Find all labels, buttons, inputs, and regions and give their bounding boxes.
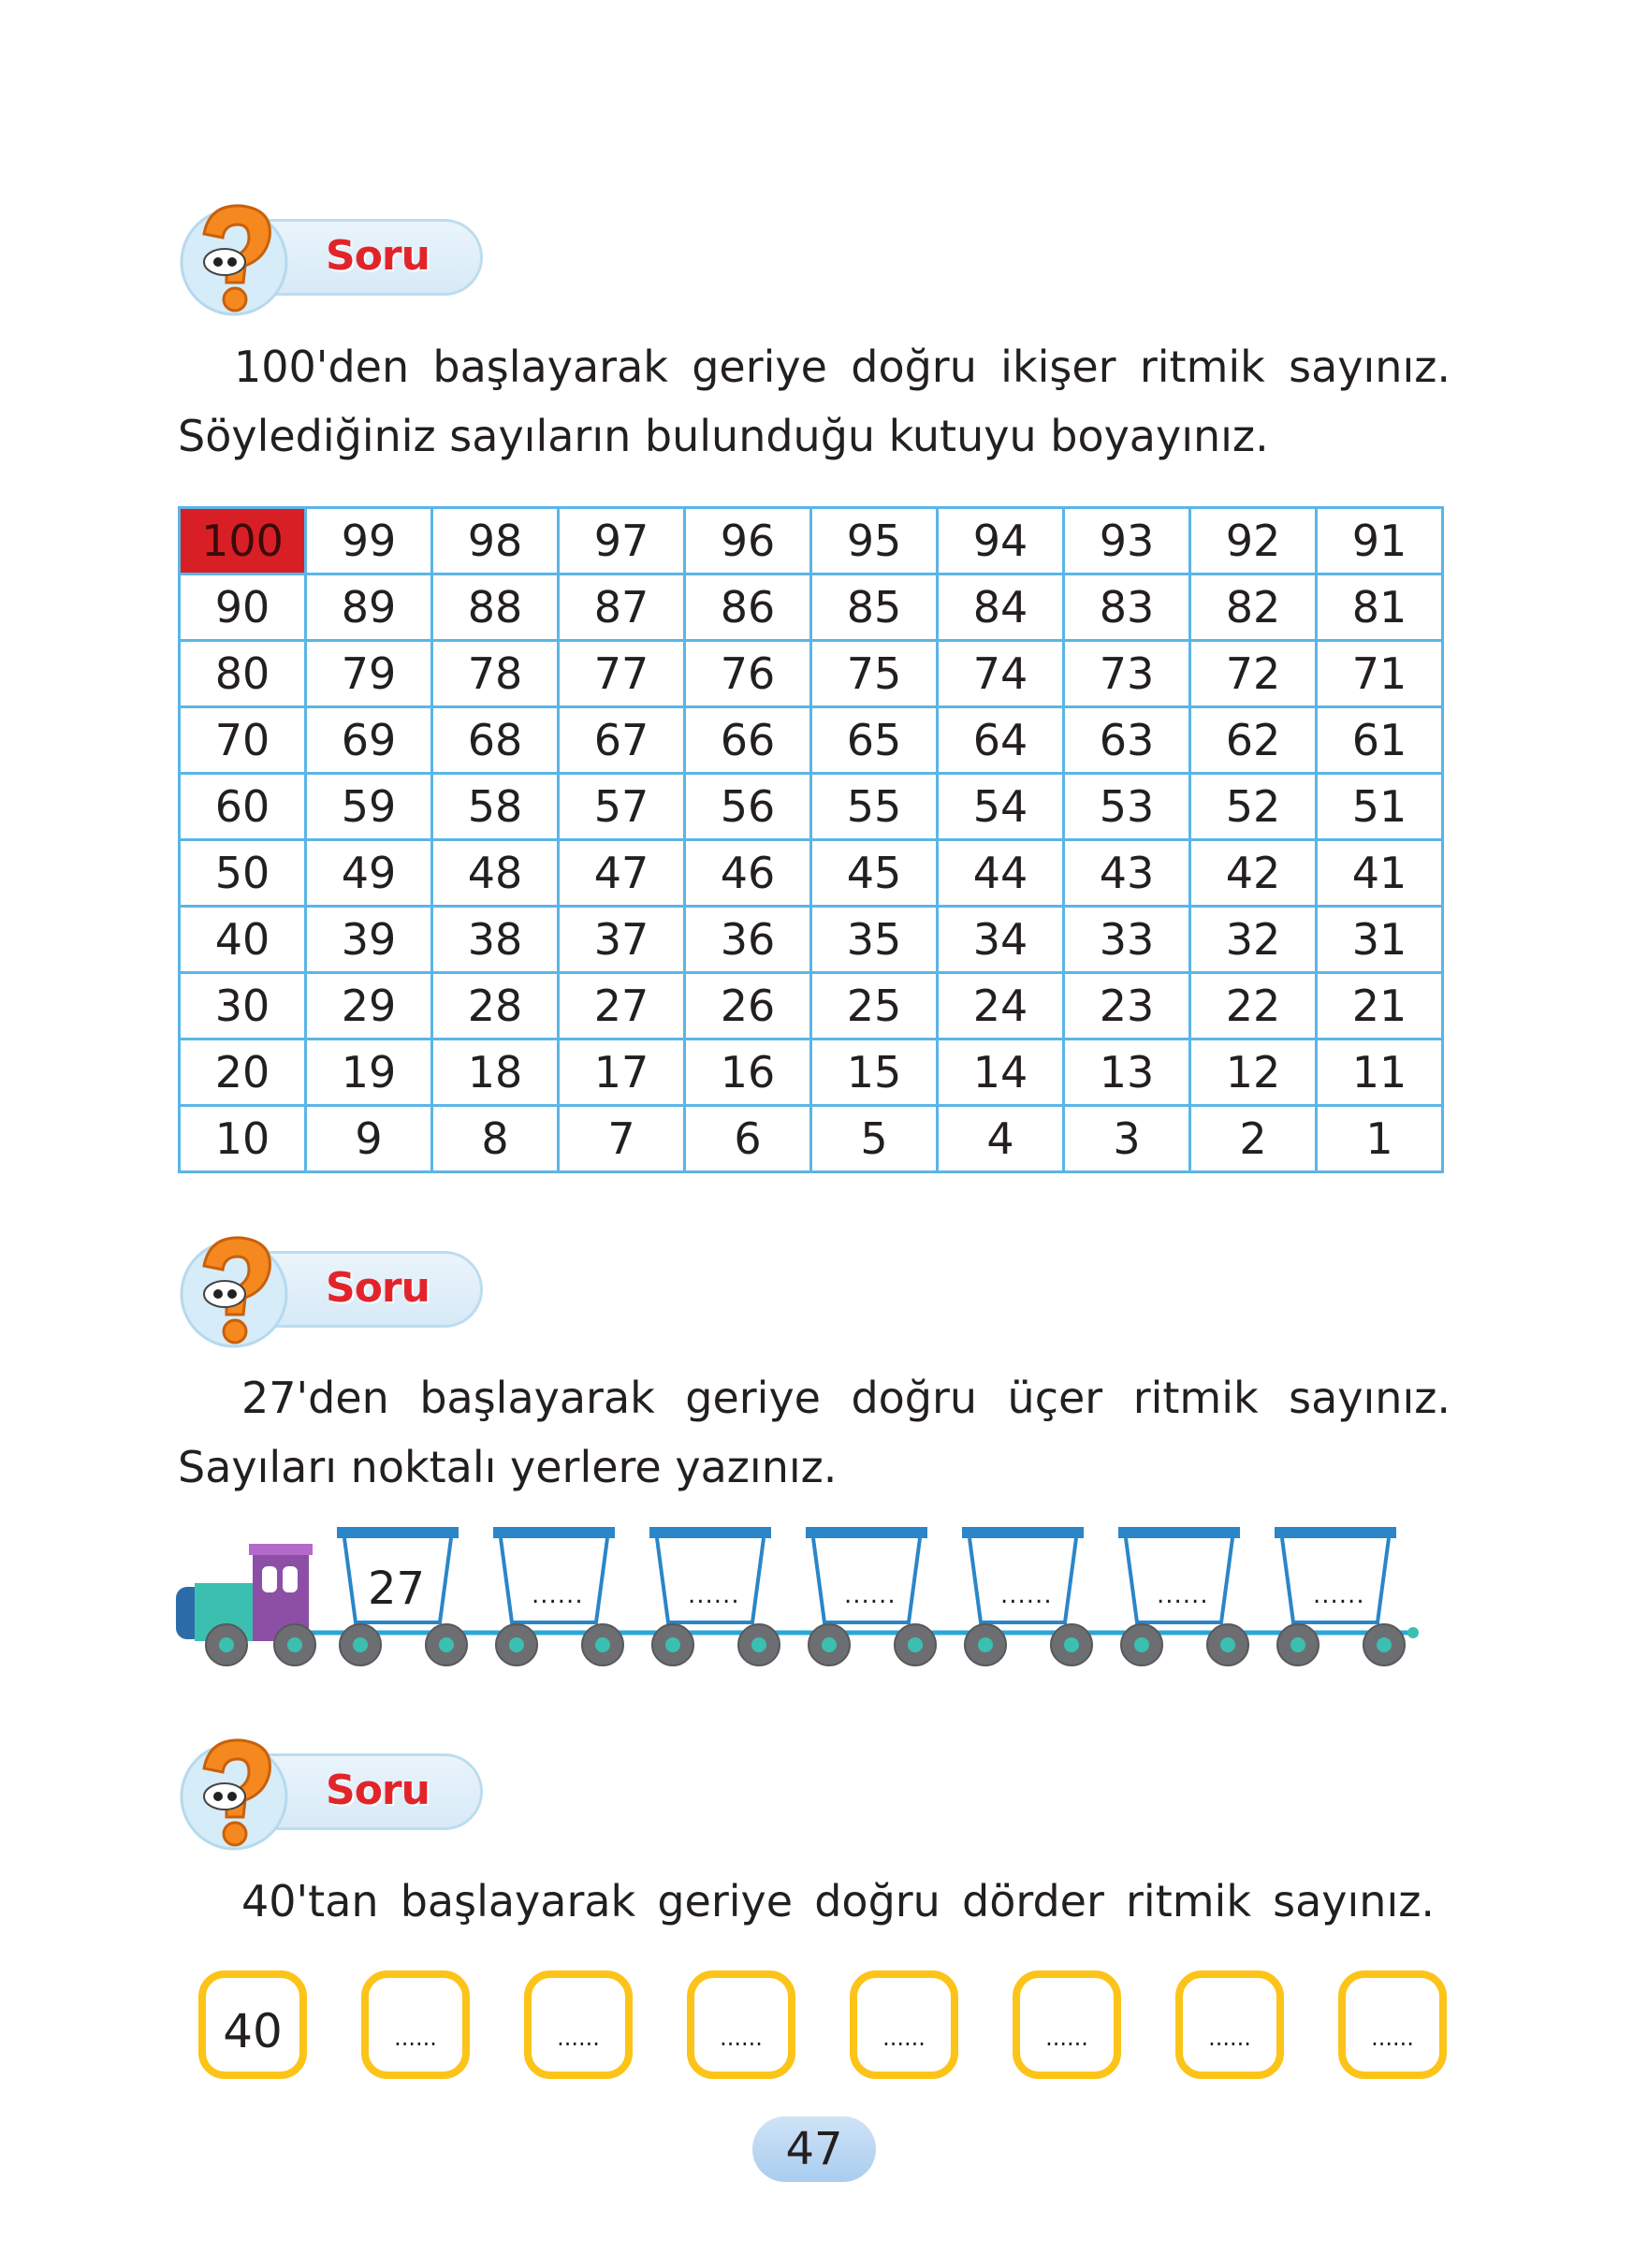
grid-cell[interactable]: 55 — [811, 774, 938, 840]
grid-cell[interactable]: 41 — [1317, 840, 1443, 907]
grid-cell[interactable]: 26 — [685, 973, 811, 1040]
grid-cell[interactable]: 42 — [1190, 840, 1317, 907]
grid-cell[interactable]: 1 — [1317, 1106, 1443, 1172]
grid-cell[interactable]: 70 — [180, 707, 306, 774]
question-mascot-icon — [176, 1228, 298, 1350]
grid-cell[interactable]: 6 — [685, 1106, 811, 1172]
grid-cell[interactable]: 68 — [432, 707, 559, 774]
question-2-text — [178, 1363, 1451, 1502]
grid-cell[interactable]: 94 — [938, 508, 1064, 574]
grid-cell[interactable]: 27 — [559, 973, 685, 1040]
question-3-line-1: 40'tan başlayarak geriye doğru dörder ritmik sayınız. — [241, 1876, 1435, 1926]
grid-cell[interactable]: 25 — [811, 973, 938, 1040]
grid-cell[interactable]: 77 — [559, 641, 685, 707]
grid-cell[interactable]: 78 — [432, 641, 559, 707]
grid-cell[interactable]: 28 — [432, 973, 559, 1040]
grid-cell[interactable]: 82 — [1190, 574, 1317, 641]
grid-cell[interactable]: 2 — [1190, 1106, 1317, 1172]
grid-cell[interactable]: 43 — [1064, 840, 1190, 907]
answer-box-blank[interactable]: ...... — [1045, 2025, 1088, 2051]
train-illustration — [168, 1516, 1422, 1675]
question-1-line-2: Söylediğiniz sayıların bulunduğu kutuyu boyayınız. — [178, 411, 1269, 461]
grid-cell[interactable]: 59 — [306, 774, 432, 840]
answer-box-2[interactable] — [361, 1970, 470, 2079]
hundreds-chart — [178, 506, 1444, 1173]
question-mascot-icon — [176, 1731, 298, 1853]
grid-cell[interactable]: 39 — [306, 907, 432, 973]
soru-badge-3 — [176, 1731, 485, 1843]
grid-cell[interactable]: 89 — [306, 574, 432, 641]
grid-cell[interactable]: 57 — [559, 774, 685, 840]
grid-row — [180, 641, 1443, 707]
grid-cell[interactable]: 10 — [180, 1106, 306, 1172]
grid-cell[interactable]: 46 — [685, 840, 811, 907]
question-2-line-1: 27'den başlayarak geriye doğru üçer ritmik sayınız. — [241, 1373, 1451, 1423]
answer-box-blank[interactable]: ...... — [720, 2025, 763, 2051]
grid-cell[interactable]: 30 — [180, 973, 306, 1040]
grid-cell[interactable]: 48 — [432, 840, 559, 907]
grid-cell[interactable]: 40 — [180, 907, 306, 973]
grid-cell[interactable]: 65 — [811, 707, 938, 774]
grid-cell[interactable]: 12 — [1190, 1040, 1317, 1106]
grid-cell[interactable]: 71 — [1317, 641, 1443, 707]
grid-row — [180, 973, 1443, 1040]
grid-cell[interactable]: 23 — [1064, 973, 1190, 1040]
answer-box-blank[interactable]: ...... — [1208, 2025, 1251, 2051]
grid-row — [180, 1040, 1443, 1106]
train-car-4-blank[interactable]: ...... — [844, 1581, 897, 1609]
badge-label: Soru — [326, 232, 430, 280]
grid-cell[interactable]: 73 — [1064, 641, 1190, 707]
grid-cell[interactable]: 8 — [432, 1106, 559, 1172]
train-car-6-blank[interactable]: ...... — [1157, 1581, 1209, 1609]
grid-cell[interactable]: 7 — [559, 1106, 685, 1172]
grid-cell[interactable]: 49 — [306, 840, 432, 907]
grid-cell[interactable]: 69 — [306, 707, 432, 774]
grid-cell[interactable]: 34 — [938, 907, 1064, 973]
question-2-line-2: Sayıları noktalı yerlere yazınız. — [178, 1442, 838, 1492]
grid-cell[interactable]: 96 — [685, 508, 811, 574]
grid-cell[interactable]: 86 — [685, 574, 811, 641]
grid-cell[interactable]: 93 — [1064, 508, 1190, 574]
grid-cell[interactable]: 88 — [432, 574, 559, 641]
grid-cell[interactable]: 15 — [811, 1040, 938, 1106]
grid-cell[interactable]: 75 — [811, 641, 938, 707]
soru-badge-1 — [176, 196, 485, 309]
grid-cell[interactable]: 98 — [432, 508, 559, 574]
grid-cell[interactable]: 63 — [1064, 707, 1190, 774]
grid-cell[interactable]: 22 — [1190, 973, 1317, 1040]
train-car-5-blank[interactable]: ...... — [1000, 1581, 1053, 1609]
grid-row — [180, 508, 1443, 574]
grid-cell[interactable]: 24 — [938, 973, 1064, 1040]
grid-cell[interactable]: 54 — [938, 774, 1064, 840]
grid-cell[interactable]: 95 — [811, 508, 938, 574]
grid-cell[interactable]: 29 — [306, 973, 432, 1040]
grid-cell[interactable]: 50 — [180, 840, 306, 907]
answer-box-8[interactable] — [1338, 1970, 1447, 2079]
answer-box-4[interactable] — [687, 1970, 795, 2079]
grid-cell[interactable]: 45 — [811, 840, 938, 907]
soru-badge-2 — [176, 1228, 485, 1341]
grid-cell[interactable]: 99 — [306, 508, 432, 574]
grid-cell[interactable]: 36 — [685, 907, 811, 973]
grid-row — [180, 707, 1443, 774]
grid-cell[interactable]: 38 — [432, 907, 559, 973]
grid-cell[interactable]: 33 — [1064, 907, 1190, 973]
grid-cell[interactable]: 67 — [559, 707, 685, 774]
grid-cell[interactable]: 76 — [685, 641, 811, 707]
grid-cell[interactable]: 16 — [685, 1040, 811, 1106]
question-1-text — [178, 332, 1451, 471]
grid-row — [180, 774, 1443, 840]
grid-cell[interactable]: 81 — [1317, 574, 1443, 641]
grid-cell[interactable]: 90 — [180, 574, 306, 641]
grid-cell[interactable]: 47 — [559, 840, 685, 907]
grid-cell[interactable]: 62 — [1190, 707, 1317, 774]
grid-cell[interactable]: 20 — [180, 1040, 306, 1106]
grid-cell[interactable]: 80 — [180, 641, 306, 707]
grid-cell[interactable]: 19 — [306, 1040, 432, 1106]
grid-cell[interactable]: 64 — [938, 707, 1064, 774]
grid-cell[interactable]: 35 — [811, 907, 938, 973]
grid-row — [180, 574, 1443, 641]
grid-cell[interactable]: 85 — [811, 574, 938, 641]
grid-cell[interactable]: 18 — [432, 1040, 559, 1106]
train-car-3-blank[interactable]: ...... — [688, 1581, 740, 1609]
grid-cell[interactable]: 74 — [938, 641, 1064, 707]
grid-cell[interactable]: 44 — [938, 840, 1064, 907]
grid-cell[interactable]: 87 — [559, 574, 685, 641]
grid-cell[interactable]: 52 — [1190, 774, 1317, 840]
badge-label: Soru — [326, 1766, 430, 1814]
grid-cell[interactable]: 51 — [1317, 774, 1443, 840]
grid-cell[interactable]: 84 — [938, 574, 1064, 641]
grid-cell[interactable]: 53 — [1064, 774, 1190, 840]
grid-row — [180, 840, 1443, 907]
grid-cell[interactable]: 21 — [1317, 973, 1443, 1040]
badge-label: Soru — [326, 1264, 430, 1312]
grid-cell[interactable]: 17 — [559, 1040, 685, 1106]
grid-row — [180, 907, 1443, 973]
grid-cell[interactable]: 56 — [685, 774, 811, 840]
grid-cell[interactable]: 3 — [1064, 1106, 1190, 1172]
grid-cell[interactable]: 14 — [938, 1040, 1064, 1106]
grid-cell[interactable]: 5 — [811, 1106, 938, 1172]
answer-box-7[interactable] — [1175, 1970, 1284, 2079]
answer-box-1 — [198, 1970, 307, 2079]
answer-box-5[interactable] — [850, 1970, 958, 2079]
grid-cell[interactable]: 60 — [180, 774, 306, 840]
answer-box-6[interactable] — [1013, 1970, 1121, 2079]
grid-cell[interactable]: 61 — [1317, 707, 1443, 774]
answer-box-3[interactable] — [524, 1970, 633, 2079]
grid-cell[interactable]: 91 — [1317, 508, 1443, 574]
answer-box-blank[interactable]: ...... — [1371, 2025, 1414, 2051]
grid-cell[interactable]: 11 — [1317, 1040, 1443, 1106]
train-car-7-blank[interactable]: ...... — [1313, 1581, 1365, 1609]
grid-cell[interactable]: 32 — [1190, 907, 1317, 973]
grid-cell[interactable]: 9 — [306, 1106, 432, 1172]
train-car-2-blank[interactable]: ...... — [532, 1581, 584, 1609]
train-car-1-value: 27 — [368, 1563, 426, 1615]
question-mascot-icon — [176, 196, 298, 318]
answer-box-blank[interactable]: ...... — [394, 2025, 437, 2051]
answer-box-value: 40 — [223, 2004, 283, 2058]
grid-cell[interactable]: 97 — [559, 508, 685, 574]
grid-cell[interactable]: 79 — [306, 641, 432, 707]
question-3-text — [241, 1867, 1435, 1936]
grid-cell[interactable]: 13 — [1064, 1040, 1190, 1106]
grid-cell[interactable]: 4 — [938, 1106, 1064, 1172]
grid-cell[interactable]: 66 — [685, 707, 811, 774]
grid-cell[interactable]: 92 — [1190, 508, 1317, 574]
page-number: 47 — [752, 2116, 876, 2182]
answer-box-blank[interactable]: ...... — [557, 2025, 600, 2051]
grid-cell[interactable]: 72 — [1190, 641, 1317, 707]
grid-cell[interactable]: 37 — [559, 907, 685, 973]
answer-box-blank[interactable]: ...... — [882, 2025, 926, 2051]
question-1-line-1: 100'den başlayarak geriye doğru ikişer ritmik sayınız. — [234, 342, 1451, 392]
grid-cell[interactable]: 58 — [432, 774, 559, 840]
grid-cell[interactable]: 83 — [1064, 574, 1190, 641]
grid-cell[interactable]: 100 — [180, 508, 306, 574]
grid-row — [180, 1106, 1443, 1172]
grid-cell[interactable]: 31 — [1317, 907, 1443, 973]
